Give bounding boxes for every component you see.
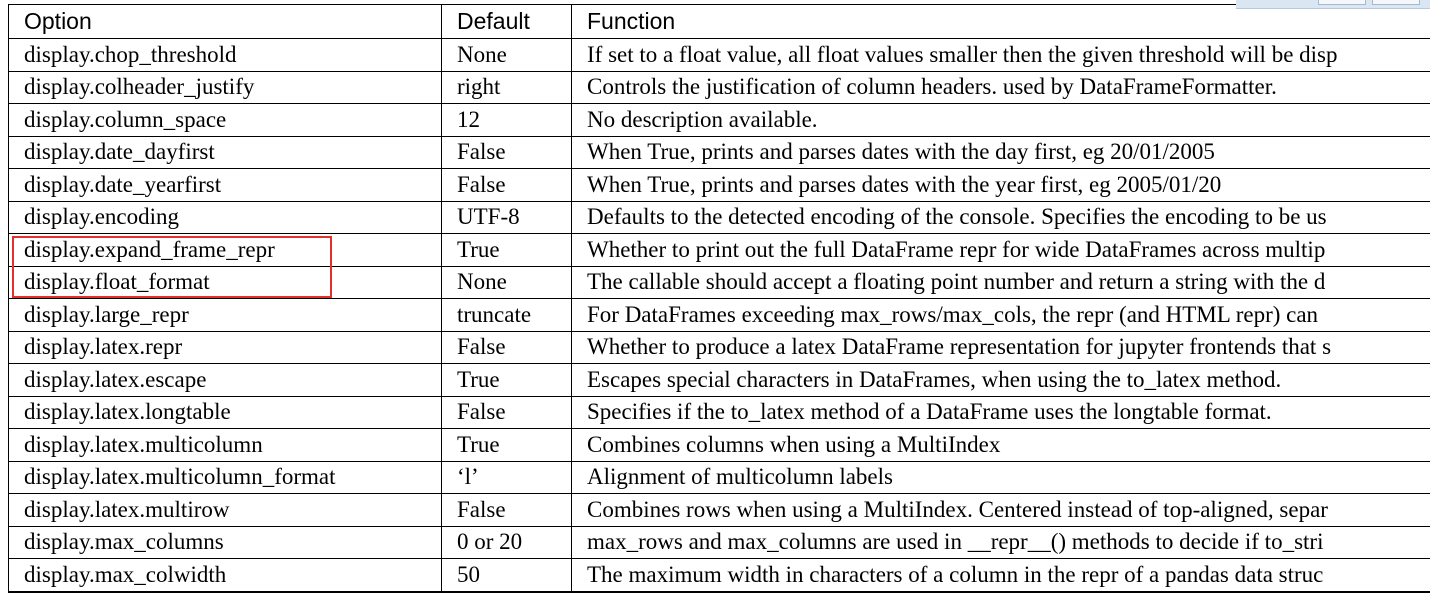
option-cell: display.latex.escape bbox=[9, 364, 442, 397]
function-cell: Alignment of multicolumn labels bbox=[572, 461, 1430, 494]
table-row bbox=[9, 461, 1430, 494]
table-row bbox=[9, 71, 1430, 104]
function-cell: Whether to print out the full DataFrame repr for wide DataFrames across multip bbox=[572, 234, 1430, 267]
option-cell: display.latex.multicolumn bbox=[9, 429, 442, 462]
table-row bbox=[9, 429, 1430, 462]
default-cell: False bbox=[442, 396, 572, 429]
default-cell: 50 bbox=[442, 559, 572, 592]
default-cell: ‘l’ bbox=[442, 461, 572, 494]
function-cell: When True, prints and parses dates with the year first, eg 2005/01/20 bbox=[572, 169, 1430, 202]
table-row bbox=[9, 526, 1430, 559]
default-cell: False bbox=[442, 169, 572, 202]
window-frame-edge bbox=[1236, 0, 1430, 9]
table-row bbox=[9, 299, 1430, 332]
table-row bbox=[9, 494, 1430, 527]
option-cell: display.max_colwidth bbox=[9, 559, 442, 592]
table-row bbox=[9, 201, 1430, 234]
function-cell: Specifies if the to_latex method of a DataFrame uses the longtable format. bbox=[572, 396, 1430, 429]
default-cell: True bbox=[442, 234, 572, 267]
option-cell: display.latex.multicolumn_format bbox=[9, 461, 442, 494]
option-cell: display.latex.repr bbox=[9, 331, 442, 364]
option-cell: display.large_repr bbox=[9, 299, 442, 332]
table-row bbox=[9, 169, 1430, 202]
function-cell: Combines columns when using a MultiIndex bbox=[572, 429, 1430, 462]
function-cell: For DataFrames exceeding max_rows/max_cols, the repr (and HTML repr) can bbox=[572, 299, 1430, 332]
function-cell: Whether to produce a latex DataFrame representation for jupyter frontends that s bbox=[572, 331, 1430, 364]
function-cell: Escapes special characters in DataFrames, when using the to_latex method. bbox=[572, 364, 1430, 397]
default-cell: None bbox=[442, 266, 572, 299]
option-cell: display.colheader_justify bbox=[9, 71, 442, 104]
default-cell: None bbox=[442, 39, 572, 72]
table-row bbox=[9, 559, 1430, 592]
table-row bbox=[9, 39, 1430, 72]
table-row bbox=[9, 104, 1430, 137]
table-row-highlighted bbox=[9, 234, 1430, 267]
table-row-highlighted bbox=[9, 266, 1430, 299]
option-cell: display.encoding bbox=[9, 201, 442, 234]
default-cell: 0 or 20 bbox=[442, 526, 572, 559]
option-cell: display.chop_threshold bbox=[9, 39, 442, 72]
default-cell: False bbox=[442, 494, 572, 527]
default-cell: True bbox=[442, 429, 572, 462]
table-row bbox=[9, 396, 1430, 429]
function-cell: The maximum width in characters of a column in the repr of a pandas data struc bbox=[572, 559, 1430, 592]
option-cell: display.column_space bbox=[9, 104, 442, 137]
header-row bbox=[9, 5, 1430, 39]
default-cell: 12 bbox=[442, 104, 572, 137]
maximize-button[interactable] bbox=[1372, 0, 1420, 5]
table-row bbox=[9, 136, 1430, 169]
header-default: Default bbox=[442, 5, 572, 39]
default-cell: True bbox=[442, 364, 572, 397]
table-row bbox=[9, 331, 1430, 364]
function-cell: Controls the justification of column headers. used by DataFrameFormatter. bbox=[572, 71, 1430, 104]
table-row bbox=[9, 364, 1430, 397]
function-cell: max_rows and max_columns are used in __repr__() methods to decide if to_stri bbox=[572, 526, 1430, 559]
function-cell: The callable should accept a floating point number and return a string with the d bbox=[572, 266, 1430, 299]
function-cell: No description available. bbox=[572, 104, 1430, 137]
option-cell: display.float_format bbox=[9, 266, 442, 299]
option-cell: display.date_dayfirst bbox=[9, 136, 442, 169]
function-cell: If set to a float value, all float values smaller then the given threshold will be disp bbox=[572, 39, 1430, 72]
option-cell: display.date_yearfirst bbox=[9, 169, 442, 202]
default-cell: False bbox=[442, 136, 572, 169]
option-cell: display.max_columns bbox=[9, 526, 442, 559]
option-cell: display.latex.longtable bbox=[9, 396, 442, 429]
default-cell: False bbox=[442, 331, 572, 364]
header-function: Function bbox=[572, 5, 1430, 39]
options-table bbox=[8, 4, 1430, 593]
default-cell: UTF-8 bbox=[442, 201, 572, 234]
option-cell: display.latex.multirow bbox=[9, 494, 442, 527]
function-cell: Defaults to the detected encoding of the console. Specifies the encoding to be us bbox=[572, 201, 1430, 234]
default-cell: right bbox=[442, 71, 572, 104]
minimize-button[interactable] bbox=[1318, 0, 1366, 5]
default-cell: truncate bbox=[442, 299, 572, 332]
option-cell: display.expand_frame_repr bbox=[9, 234, 442, 267]
header-option: Option bbox=[9, 5, 442, 39]
function-cell: When True, prints and parses dates with the day first, eg 20/01/2005 bbox=[572, 136, 1430, 169]
function-cell: Combines rows when using a MultiIndex. Centered instead of top-aligned, separ bbox=[572, 494, 1430, 527]
